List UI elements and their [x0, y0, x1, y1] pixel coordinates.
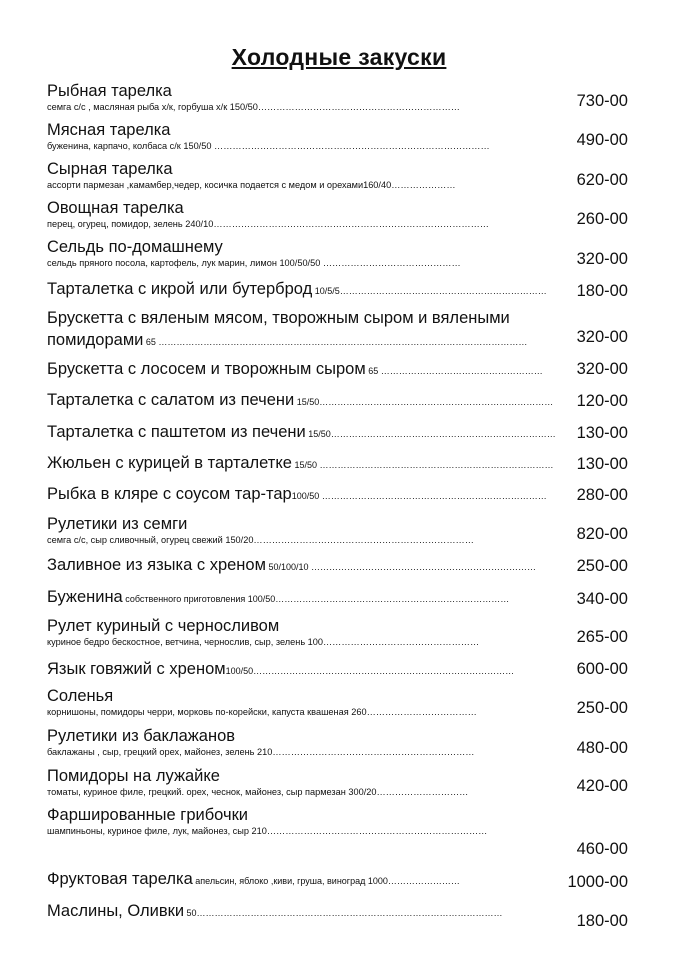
- item-price: 180-00: [576, 282, 628, 300]
- menu-item: [47, 870, 547, 891]
- item-description: баклажаны , сыр, грецкий орех, майонез, зелень 210…………………………………………………………: [47, 747, 475, 757]
- item-portion: 65 ………………………………………………: [365, 366, 543, 376]
- item-price: 120-00: [576, 392, 628, 410]
- menu-item: [47, 767, 547, 798]
- item-name: [47, 391, 554, 412]
- menu-item: [47, 588, 547, 609]
- item-title: Овощная тарелка: [47, 199, 184, 217]
- item-portion: 65 ……………………………………………………………………………………………………………: [143, 337, 528, 347]
- item-description: шампиньоны, куриное филе, лук, майонез, сыр 210………………………………………………………………: [47, 826, 488, 836]
- item-name: [47, 660, 547, 681]
- item-title: Рыбная тарелка: [47, 82, 172, 100]
- menu-item: [47, 238, 547, 269]
- item-name: [47, 160, 547, 179]
- item-description: буженина, карпачо, колбаса с/к 150/50 ………………………………………………………………………………: [47, 141, 490, 151]
- item-price: 490-00: [576, 131, 628, 149]
- menu-item: [47, 660, 547, 681]
- item-description: сельдь пряного посола, картофель, лук марин, лимон 100/50/50 ………………………………………: [47, 258, 461, 268]
- item-description: ассорти пармезан ,камамбер,чедер, косичка подается с медом и орехами160/40…………………: [47, 180, 456, 190]
- item-title: Сырная тарелка: [47, 160, 173, 178]
- item-title: помидорами: [47, 331, 144, 349]
- item-name: [47, 331, 547, 352]
- item-price: 420-00: [576, 777, 628, 795]
- item-name: [47, 870, 547, 891]
- item-title: Заливное из языка с хреном: [47, 556, 266, 574]
- item-name: [47, 360, 547, 381]
- item-title: Жюльен с курицей в тарталетке: [47, 454, 292, 472]
- item-title: Рыбка в кляре с соусом тар-тар: [47, 485, 292, 503]
- item-description: семга с/с , масляная рыба х/к, горбуша х/к 150/50…………………………………………………………: [47, 102, 460, 112]
- item-price: 620-00: [576, 171, 628, 189]
- item-name: [47, 515, 547, 534]
- item-title: Сельдь по-домашнему: [47, 238, 223, 256]
- item-price: 820-00: [576, 525, 628, 543]
- item-title: Брускетта с лососем и творожным сыром: [47, 360, 366, 378]
- item-name: [47, 767, 547, 786]
- menu-item: [47, 515, 547, 546]
- item-title: Тарталетка с икрой или бутерброд: [47, 280, 313, 298]
- item-name: [47, 423, 556, 444]
- item-portion: 15/50……………………………………………………………………: [294, 397, 554, 407]
- item-title: Брускетта с вяленым мясом, творожным сыром и вялеными: [47, 309, 510, 327]
- menu-item: [47, 391, 554, 412]
- item-title: Мясная тарелка: [47, 121, 171, 139]
- item-portion: апельсин, яблоко ,киви, груша, виноград 1000……………………: [192, 876, 460, 886]
- item-name: [47, 902, 547, 923]
- item-price: 180-00: [576, 912, 628, 930]
- item-title: Тарталетка с салатом из печени: [47, 391, 295, 409]
- item-name: [47, 485, 547, 506]
- item-title: Рулетики из семги: [47, 515, 188, 533]
- item-name: [47, 121, 547, 140]
- item-title: Соленья: [47, 687, 114, 705]
- item-name: [47, 687, 547, 706]
- menu-item: [47, 454, 554, 475]
- item-title: Фаршированные грибочки: [47, 806, 249, 824]
- item-description: корнишоны, помидоры черри, морковь по-корейски, капуста квашеная 260………………………………: [47, 707, 477, 717]
- item-description: томаты, куриное филе, грецкий. орех, чеснок, майонез, сыр пармезан 300/20…………………………: [47, 787, 469, 797]
- item-portion: 50…………………………………………………………………………………………: [184, 908, 503, 918]
- item-name: [47, 199, 547, 218]
- item-title: Тарталетка с паштетом из печени: [47, 423, 306, 441]
- menu-item: [47, 360, 547, 381]
- item-description: семга с/с, сыр сливочный, огурец свежий 150/20………………………………………………………………: [47, 535, 474, 545]
- item-price: 730-00: [576, 92, 628, 110]
- item-price: 250-00: [576, 557, 628, 575]
- item-price: 130-00: [576, 424, 628, 442]
- menu-item: [47, 617, 547, 648]
- menu-item: [47, 806, 547, 837]
- item-description: куриное бедро бескостное, ветчина, чернослив, сыр, зелень 100……………………………………………: [47, 637, 480, 647]
- item-name: [47, 727, 547, 746]
- item-name: [47, 238, 547, 257]
- item-name: [47, 454, 554, 475]
- item-price: 460-00: [576, 840, 628, 858]
- item-price: 1000-00: [567, 873, 628, 891]
- item-name: [47, 309, 547, 328]
- item-title: Рулетики из баклажанов: [47, 727, 236, 745]
- item-name: [47, 806, 547, 825]
- item-portion: 15/50…………………………………………………………………: [305, 429, 556, 439]
- menu-item: [47, 199, 547, 230]
- item-price: 265-00: [576, 628, 628, 646]
- item-name: [47, 280, 547, 301]
- item-name: [47, 82, 547, 101]
- menu-item: [47, 485, 547, 506]
- item-title: Помидоры на лужайке: [47, 767, 220, 785]
- item-price: 260-00: [576, 210, 628, 228]
- item-portion: 100/50……………………………………………………………………………: [225, 666, 515, 676]
- item-title: Язык говяжий с хреном: [47, 660, 226, 678]
- item-price: 480-00: [576, 739, 628, 757]
- item-price: 340-00: [576, 590, 628, 608]
- menu-item: [47, 727, 547, 758]
- menu-item: [47, 687, 547, 718]
- item-price: 320-00: [576, 360, 628, 378]
- item-price: 320-00: [576, 328, 628, 346]
- menu-item: [47, 423, 556, 444]
- item-price: 250-00: [576, 699, 628, 717]
- item-description: перец, огурец, помидор, зелень 240/10………………………………………………………………………………: [47, 219, 489, 229]
- item-price: 280-00: [576, 486, 628, 504]
- item-price: 130-00: [576, 455, 628, 473]
- item-title: Буженина: [47, 588, 123, 606]
- item-title: Фруктовая тарелка: [47, 870, 193, 888]
- menu-item: [47, 82, 547, 113]
- item-portion: 100/50 …………………………………………………………………: [291, 491, 547, 501]
- page-title: Холодные закуски: [231, 44, 447, 70]
- item-portion: 10/5/5……………………………………………………………: [312, 286, 547, 296]
- menu-item: [47, 331, 547, 352]
- item-portion: собственного приготовления 100/50……………………………………………………………………: [122, 594, 510, 604]
- menu-item: [47, 309, 547, 328]
- item-name: [47, 556, 547, 577]
- menu-item: [47, 556, 547, 577]
- menu-item: [47, 902, 547, 923]
- item-name: [47, 617, 547, 636]
- menu-item: [47, 121, 547, 152]
- item-title: Маслины, Оливки: [47, 902, 185, 920]
- item-name: [47, 588, 547, 609]
- item-price: 320-00: [576, 250, 628, 268]
- item-title: Рулет куриный с черносливом: [47, 617, 280, 635]
- menu-item: [47, 160, 547, 191]
- menu-item: [47, 280, 547, 301]
- item-portion: 15/50 ……………………………………………………………………: [291, 460, 554, 470]
- item-price: 600-00: [576, 660, 628, 678]
- item-portion: 50/100/10 …………………………………………………………………: [265, 562, 536, 572]
